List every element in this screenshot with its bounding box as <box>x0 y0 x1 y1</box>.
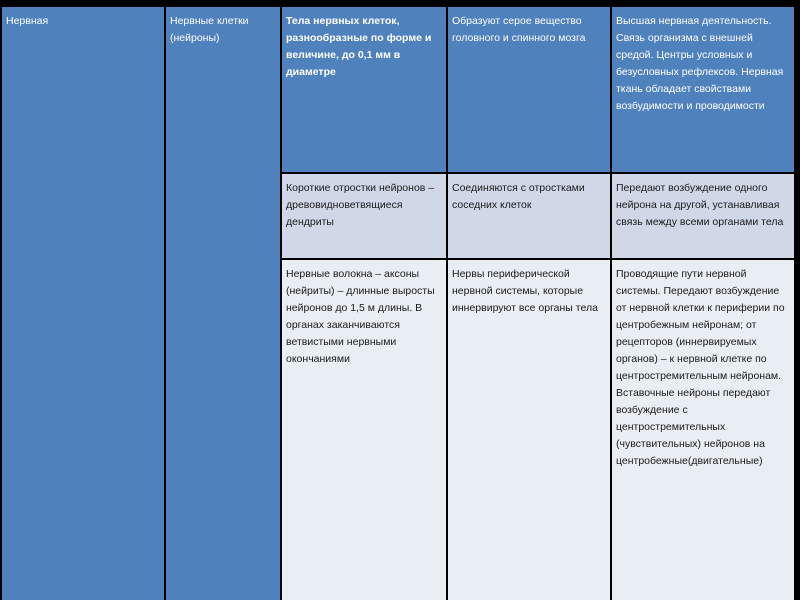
row1-location-text: Образуют серое вещество головного и спинного мозга <box>452 15 586 44</box>
cell-tissue-type <box>2 7 164 600</box>
row3-structure-text: Нервные волокна – аксоны (нейриты) – длинные выросты нейронов до 1,5 м длины. В органах заканчиваются ветвистыми нервными окончаниями <box>286 268 435 365</box>
row2-structure-text: Короткие отростки нейронов – древовидноветвящиеся дендриты <box>286 182 435 228</box>
row3-location-text: Нервы периферической нервной системы, которые иннервируют все органы тела <box>452 268 598 314</box>
cell-row2-function <box>612 174 794 258</box>
cell-row3-structure <box>282 260 446 600</box>
cell-row2-location <box>448 174 610 258</box>
row1-function-text: Высшая нервная деятельность. Связь организма с внешней средой. Центры условных и безусловных рефлексов. Нервная ткань обладает свойствами возбудимости и проводимости <box>616 15 784 112</box>
cell-row1-structure <box>282 7 446 172</box>
cell-type-text: Нервные клетки (нейроны) <box>170 15 249 44</box>
cell-row1-location <box>448 7 610 172</box>
cell-row3-location <box>448 260 610 600</box>
cell-row3-function <box>612 260 794 600</box>
row1-structure-text: Тела нервных клеток, разнообразные по форме и величине, до 0,1 мм в диаметре <box>286 15 432 78</box>
cell-cell-type <box>166 7 280 600</box>
row3-function-text: Проводящие пути нервной системы. Передают возбуждение от нервной клетки к периферии по центробежным нейронам; от рецепторов (иннервируемых органов) – к нервной клетке по центростремительным нейронам. Вставочные нейроны передают возбуждение с центростремительных (чувствительных) нейронов на центробежные(двигательные) <box>616 268 785 467</box>
cell-row2-structure <box>282 174 446 258</box>
row2-location-text: Соединяются с отростками соседних клеток <box>452 182 585 211</box>
row2-function-text: Передают возбуждение одного нейрона на другой, устанавливая связь между всеми органами тела <box>616 182 784 228</box>
tissue-type-text: Нервная <box>6 15 49 27</box>
cell-row1-function <box>612 7 794 172</box>
